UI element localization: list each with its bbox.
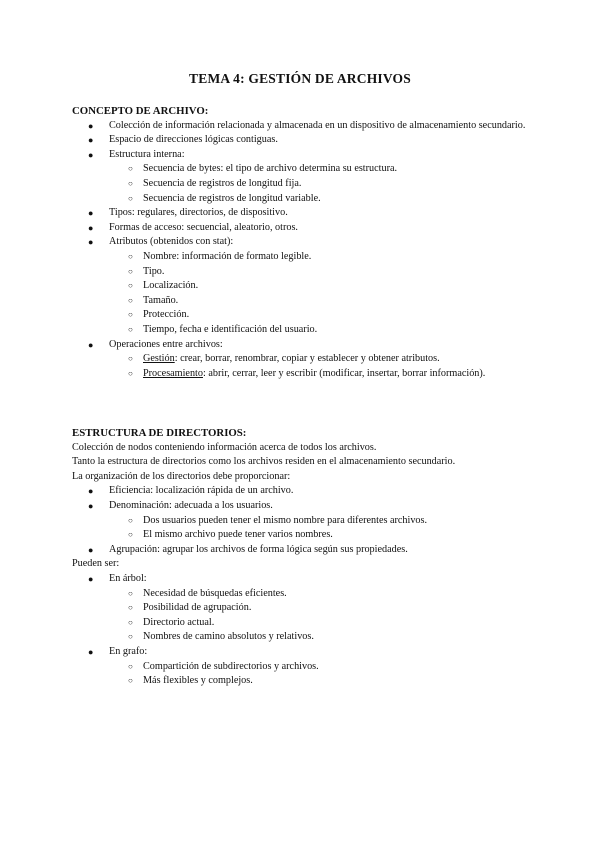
sub-list-item: ○ Posibilidad de agrupación. [72,601,542,616]
list-item: ● Eficiencia: localización rápida de un archivo. [72,484,542,499]
sub-list-item: ○ El mismo archivo puede tener varios nombres. [72,528,542,543]
bullet-icon: ● [88,120,94,131]
sub-list-item: ○ Secuencia de registros de longitud variable. [72,192,542,207]
sub-list-item: ○ Directorio actual. [72,616,542,631]
paragraph: Colección de nodos conteniendo información acerca de todos los archivos. [72,441,377,453]
circle-bullet-icon: ○ [128,515,133,525]
sub-list-item: ○ Tipo. [72,265,542,280]
bullet-icon: ● [88,646,94,657]
list-item: ● En grafo: [72,645,542,660]
paragraph: Tanto la estructura de directorios como los archivos residen en el almacenamiento secundario. [72,456,456,468]
section-concepto-de-archivo [72,104,542,381]
list-item: ● Espacio de direcciones lógicas contiguas. [72,133,542,148]
document-title: TEMA 4: GESTIÓN DE ARCHIVOS [189,71,411,86]
circle-bullet-icon: ○ [128,588,133,598]
sub-list-item: ○ Secuencia de registros de longitud fija. [72,177,542,192]
section-heading: CONCEPTO DE ARCHIVO: [72,105,209,117]
sub-list-item: ○ Compartición de subdirectorios y archivos. [72,660,542,675]
circle-bullet-icon: ○ [128,310,133,320]
circle-bullet-icon: ○ [128,178,133,188]
list-item: ● Operaciones entre archivos: [72,338,542,353]
list-item: ● En árbol: [72,572,542,587]
list-item: ● Atributos (obtenidos con stat): [72,235,542,250]
sub-list-item: ○ Procesamiento: abrir, cerrar, leer y escribir (modificar, insertar, borrar información). [72,367,542,382]
sub-list-item: ○ Dos usuarios pueden tener el mismo nombre para diferentes archivos. [72,514,542,529]
circle-bullet-icon: ○ [128,617,133,627]
paragraph: La organización de los directorios debe proporcionar: [72,470,291,482]
bullet-icon: ● [88,339,94,350]
circle-bullet-icon: ○ [128,661,133,671]
bullet-icon: ● [88,237,94,248]
circle-bullet-icon: ○ [128,193,133,203]
circle-bullet-icon: ○ [128,281,133,291]
list-item: ● Denominación: adecuada a los usuarios. [72,499,542,514]
sub-list-item: ○ Necesidad de búsquedas eficientes. [72,587,542,602]
bullet-icon: ● [88,149,94,160]
circle-bullet-icon: ○ [128,164,133,174]
circle-bullet-icon: ○ [128,295,133,305]
circle-bullet-icon: ○ [128,324,133,334]
list-item: ● Tipos: regulares, directorios, de dispositivo. [72,206,542,221]
sub-list-item: ○ Tamaño. [72,294,542,309]
circle-bullet-icon: ○ [128,354,133,364]
circle-bullet-icon: ○ [128,603,133,613]
bullet-list [72,484,542,557]
bullet-icon: ● [88,135,94,146]
section-heading: ESTRUCTURA DE DIRECTORIOS: [72,427,247,439]
bullet-icon: ● [88,486,94,497]
sub-list-item: ○ Nombre: información de formato legible. [72,250,542,265]
bullet-icon: ● [88,222,94,233]
bullet-list [72,119,542,382]
sub-list-item: ○ Más flexibles y complejos. [72,674,542,689]
sub-list-item: ○ Protección. [72,308,542,323]
circle-bullet-icon: ○ [128,368,133,378]
list-item: ● Colección de información relacionada y almacenada en un dispositivo de almacenamiento secundario. [72,119,542,134]
list-item: ● Estructura interna: [72,148,542,163]
circle-bullet-icon: ○ [128,251,133,261]
sub-list-item: ○ Secuencia de bytes: el tipo de archivo determina su estructura. [72,162,542,177]
circle-bullet-icon: ○ [128,266,133,276]
list-item: ● Formas de acceso: secuencial, aleatorio, otros. [72,221,542,236]
bullet-icon: ● [88,544,94,555]
underlined-term: Gestión [143,353,175,365]
sub-list-item: ○ Gestión: crear, borrar, renombrar, copiar y establecer y obtener atributos. [72,352,542,367]
underlined-term: Procesamiento [143,367,203,379]
paragraph: Pueden ser: [72,558,120,570]
section-estructura-de-directorios [72,426,542,689]
bullet-icon: ● [88,208,94,219]
sub-list-item: ○ Localización. [72,279,542,294]
bullet-icon: ● [88,500,94,511]
sub-list-item: ○ Tiempo, fecha e identificación del usuario. [72,323,542,338]
bullet-list [72,572,542,689]
circle-bullet-icon: ○ [128,530,133,540]
sub-list-item: ○ Nombres de camino absolutos y relativos. [72,630,542,645]
bullet-icon: ● [88,573,94,584]
circle-bullet-icon: ○ [128,632,133,642]
circle-bullet-icon: ○ [128,676,133,686]
list-item: ● Agrupación: agrupar los archivos de forma lógica según sus propiedades. [72,543,542,558]
